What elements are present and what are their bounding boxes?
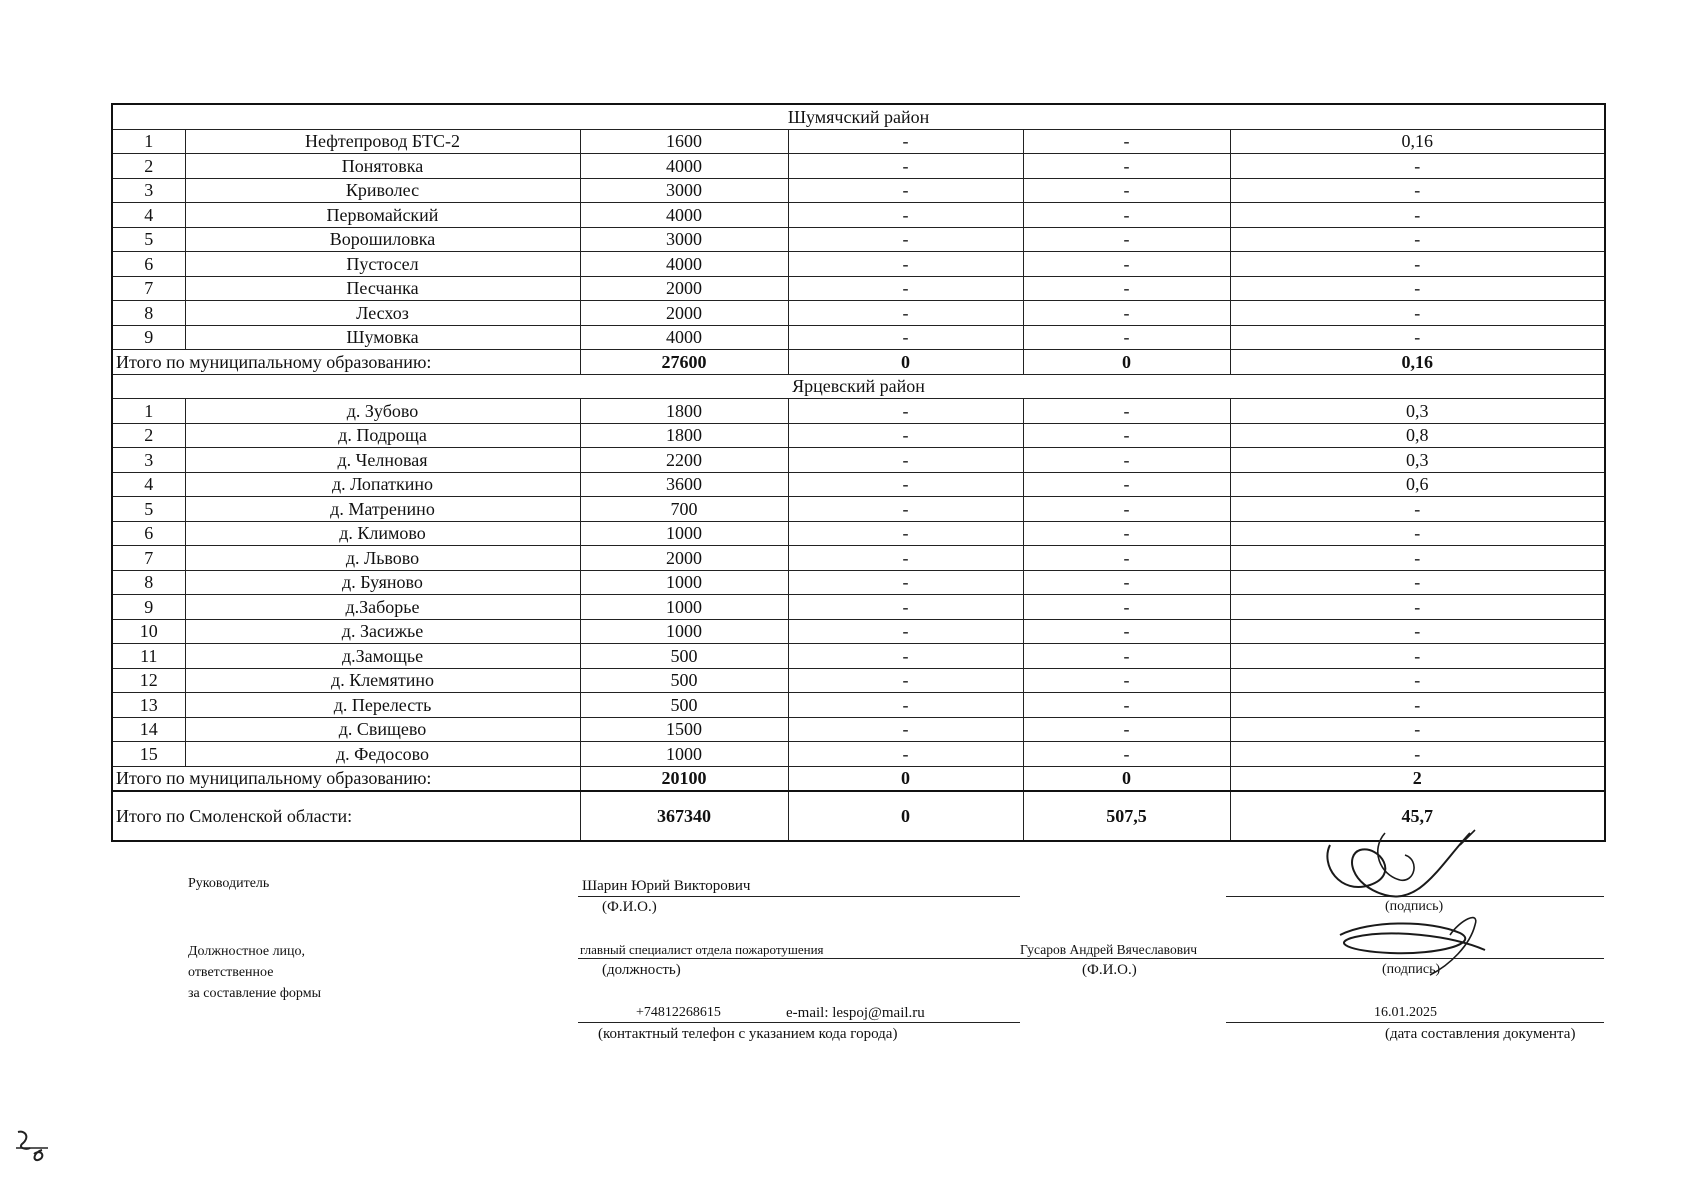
row-number: 3: [112, 178, 185, 203]
settlement-name: д. Перелесть: [185, 693, 580, 718]
table-row: [112, 668, 1605, 693]
column-5-value: -: [1230, 742, 1605, 767]
row-number: 4: [112, 472, 185, 497]
settlement-name: д. Лопаткино: [185, 472, 580, 497]
column-5-value: 0,3: [1230, 448, 1605, 473]
column-4-value: -: [1023, 570, 1230, 595]
table-row: [112, 203, 1605, 228]
total-area: 20100: [580, 766, 788, 791]
official-position-line: [578, 958, 1226, 959]
column-5-value: -: [1230, 276, 1605, 301]
column-3-value: -: [788, 472, 1023, 497]
table-row: [112, 619, 1605, 644]
column-4-value: -: [1023, 595, 1230, 620]
column-4-value: -: [1023, 301, 1230, 326]
row-number: 7: [112, 546, 185, 571]
settlement-name: Первомайский: [185, 203, 580, 228]
head-label: Руководитель: [188, 876, 270, 891]
column-5-value: 0,3: [1230, 399, 1605, 424]
column-3-value: -: [788, 276, 1023, 301]
settlement-name: Лесхоз: [185, 301, 580, 326]
settlement-name: Пустосел: [185, 252, 580, 277]
settlement-name: д. Львово: [185, 546, 580, 571]
column-4-value: -: [1023, 693, 1230, 718]
row-number: 12: [112, 668, 185, 693]
row-number: 2: [112, 423, 185, 448]
settlement-name: д. Зубово: [185, 399, 580, 424]
district-name: Ярцевский район: [112, 374, 1605, 399]
area-value: 1800: [580, 423, 788, 448]
date-caption: (дата составления документа): [1385, 1026, 1576, 1042]
total-column-3: 0: [788, 350, 1023, 375]
area-value: 1000: [580, 595, 788, 620]
row-number: 1: [112, 129, 185, 154]
settlement-name: Ворошиловка: [185, 227, 580, 252]
settlement-name: д. Клемятино: [185, 668, 580, 693]
total-label: Итого по муниципальному образованию:: [112, 350, 580, 375]
area-value: 2000: [580, 276, 788, 301]
column-3-value: -: [788, 178, 1023, 203]
row-number: 1: [112, 399, 185, 424]
total-label: Итого по муниципальному образованию:: [112, 766, 580, 791]
table-row: [112, 546, 1605, 571]
table-row: [112, 399, 1605, 424]
table-row: [112, 570, 1605, 595]
column-4-value: -: [1023, 644, 1230, 669]
row-number: 9: [112, 325, 185, 350]
region-total-label: Итого по Смоленской области:: [112, 791, 580, 841]
row-number: 8: [112, 570, 185, 595]
settlement-name: д.Замощье: [185, 644, 580, 669]
total-column-5: 0,16: [1230, 350, 1605, 375]
row-number: 3: [112, 448, 185, 473]
column-5-value: -: [1230, 178, 1605, 203]
table-row: [112, 129, 1605, 154]
official-label-line1: Должностное лицо,: [188, 944, 306, 959]
column-5-value: -: [1230, 325, 1605, 350]
column-5-value: -: [1230, 521, 1605, 546]
table-row: [112, 325, 1605, 350]
area-value: 1800: [580, 399, 788, 424]
area-value: 1000: [580, 521, 788, 546]
column-3-value: -: [788, 227, 1023, 252]
column-5-value: -: [1230, 570, 1605, 595]
area-value: 2000: [580, 301, 788, 326]
district-header-row: [112, 104, 1605, 129]
column-4-value: -: [1023, 546, 1230, 571]
total-column-5: 2: [1230, 766, 1605, 791]
column-4-value: -: [1023, 619, 1230, 644]
area-value: 1000: [580, 619, 788, 644]
settlement-name: Песчанка: [185, 276, 580, 301]
official-name: Гусаров Андрей Вячеславович: [1020, 942, 1198, 957]
row-number: 5: [112, 227, 185, 252]
table-row: [112, 154, 1605, 179]
column-5-value: 0,6: [1230, 472, 1605, 497]
row-number: 13: [112, 693, 185, 718]
region-total-column-4: 507,5: [1023, 791, 1230, 841]
settlement-name: д. Матренино: [185, 497, 580, 522]
total-column-4: 0: [1023, 766, 1230, 791]
column-4-value: -: [1023, 717, 1230, 742]
column-3-value: -: [788, 129, 1023, 154]
area-value: 3000: [580, 178, 788, 203]
column-5-value: -: [1230, 644, 1605, 669]
table-row: [112, 497, 1605, 522]
column-4-value: -: [1023, 423, 1230, 448]
column-3-value: -: [788, 546, 1023, 571]
official-position: главный специалист отдела пожаротушения: [580, 942, 824, 957]
settlement-name: Нефтепровод БТС-2: [185, 129, 580, 154]
column-4-value: -: [1023, 448, 1230, 473]
settlement-name: д. Засижье: [185, 619, 580, 644]
column-5-value: -: [1230, 668, 1605, 693]
region-total-area: 367340: [580, 791, 788, 841]
area-value: 2000: [580, 546, 788, 571]
table-row: [112, 227, 1605, 252]
table-row: [112, 693, 1605, 718]
total-column-4: 0: [1023, 350, 1230, 375]
column-4-value: -: [1023, 668, 1230, 693]
column-4-value: -: [1023, 227, 1230, 252]
official-fio-caption: (Ф.И.О.): [1082, 962, 1137, 978]
contact-caption: (контактный телефон с указанием кода города): [598, 1026, 898, 1042]
column-4-value: -: [1023, 252, 1230, 277]
head-name-line: [578, 896, 1020, 897]
row-number: 8: [112, 301, 185, 326]
column-3-value: -: [788, 497, 1023, 522]
column-3-value: -: [788, 154, 1023, 179]
column-3-value: -: [788, 301, 1023, 326]
total-column-3: 0: [788, 766, 1023, 791]
area-value: 700: [580, 497, 788, 522]
row-number: 10: [112, 619, 185, 644]
column-4-value: -: [1023, 399, 1230, 424]
area-value: 4000: [580, 325, 788, 350]
area-value: 4000: [580, 203, 788, 228]
table-row: [112, 472, 1605, 497]
column-4-value: -: [1023, 276, 1230, 301]
document-date: 16.01.2025: [1374, 1005, 1437, 1020]
area-value: 4000: [580, 154, 788, 179]
table-row: [112, 595, 1605, 620]
table-row: [112, 644, 1605, 669]
handwritten-signature: [1310, 825, 1500, 985]
head-signature-caption: (подпись): [1385, 899, 1444, 914]
column-3-value: -: [788, 619, 1023, 644]
settlement-name: д. Климово: [185, 521, 580, 546]
contact-line: [578, 1022, 1020, 1023]
area-value: 500: [580, 668, 788, 693]
column-5-value: -: [1230, 154, 1605, 179]
column-5-value: -: [1230, 717, 1605, 742]
column-5-value: -: [1230, 227, 1605, 252]
column-5-value: -: [1230, 595, 1605, 620]
column-3-value: -: [788, 644, 1023, 669]
settlement-name: Понятовка: [185, 154, 580, 179]
table-row: [112, 178, 1605, 203]
column-5-value: -: [1230, 546, 1605, 571]
column-4-value: -: [1023, 742, 1230, 767]
area-value: 3600: [580, 472, 788, 497]
column-5-value: -: [1230, 497, 1605, 522]
area-value: 1000: [580, 570, 788, 595]
settlement-name: д. Буяново: [185, 570, 580, 595]
settlement-name: Криволес: [185, 178, 580, 203]
settlement-name: д. Федосово: [185, 742, 580, 767]
area-value: 1500: [580, 717, 788, 742]
table-row: [112, 276, 1605, 301]
column-3-value: -: [788, 203, 1023, 228]
table-row: [112, 448, 1605, 473]
table-row: [112, 521, 1605, 546]
column-3-value: -: [788, 325, 1023, 350]
column-3-value: -: [788, 595, 1023, 620]
region-total-column-5: 45,7: [1230, 791, 1605, 841]
column-3-value: -: [788, 570, 1023, 595]
column-5-value: -: [1230, 252, 1605, 277]
column-5-value: -: [1230, 619, 1605, 644]
region-total-column-3: 0: [788, 791, 1023, 841]
row-number: 4: [112, 203, 185, 228]
table-row: [112, 252, 1605, 277]
row-number: 7: [112, 276, 185, 301]
column-5-value: -: [1230, 301, 1605, 326]
column-4-value: -: [1023, 203, 1230, 228]
column-4-value: -: [1023, 472, 1230, 497]
row-number: 2: [112, 154, 185, 179]
handwritten-page-number: [12, 1128, 52, 1164]
column-4-value: -: [1023, 521, 1230, 546]
column-3-value: -: [788, 668, 1023, 693]
column-4-value: -: [1023, 325, 1230, 350]
fire-statistics-table: [111, 103, 1606, 842]
official-label-line3: за составление формы: [188, 986, 321, 1001]
settlement-name: д. Челновая: [185, 448, 580, 473]
column-5-value: 0,8: [1230, 423, 1605, 448]
head-fio-caption: (Ф.И.О.): [602, 899, 657, 915]
column-4-value: -: [1023, 129, 1230, 154]
area-value: 500: [580, 644, 788, 669]
column-3-value: -: [788, 399, 1023, 424]
total-area: 27600: [580, 350, 788, 375]
column-3-value: -: [788, 252, 1023, 277]
table-row: [112, 742, 1605, 767]
municipal-total-row: [112, 766, 1605, 791]
area-value: 2200: [580, 448, 788, 473]
contact-email: e-mail: lespoj@mail.ru: [786, 1005, 925, 1021]
district-header-row: [112, 374, 1605, 399]
table-row: [112, 301, 1605, 326]
district-name: Шумячский район: [112, 104, 1605, 129]
column-3-value: -: [788, 717, 1023, 742]
official-label-line2: ответственное: [188, 965, 274, 980]
settlement-name: д. Свищево: [185, 717, 580, 742]
column-5-value: -: [1230, 693, 1605, 718]
row-number: 11: [112, 644, 185, 669]
table-row: [112, 423, 1605, 448]
column-3-value: -: [788, 742, 1023, 767]
settlement-name: д. Подроща: [185, 423, 580, 448]
date-line: [1226, 1022, 1604, 1023]
column-3-value: -: [788, 693, 1023, 718]
row-number: 5: [112, 497, 185, 522]
column-4-value: -: [1023, 178, 1230, 203]
position-caption: (должность): [602, 962, 681, 978]
row-number: 6: [112, 521, 185, 546]
settlement-name: д.Заборье: [185, 595, 580, 620]
column-3-value: -: [788, 423, 1023, 448]
contact-phone: +74812268615: [636, 1005, 721, 1020]
settlement-name: Шумовка: [185, 325, 580, 350]
column-4-value: -: [1023, 497, 1230, 522]
area-value: 1000: [580, 742, 788, 767]
area-value: 1600: [580, 129, 788, 154]
column-5-value: -: [1230, 203, 1605, 228]
head-name: Шарин Юрий Викторович: [582, 878, 751, 894]
row-number: 15: [112, 742, 185, 767]
area-value: 4000: [580, 252, 788, 277]
table-row: [112, 717, 1605, 742]
municipal-total-row: [112, 350, 1605, 375]
row-number: 6: [112, 252, 185, 277]
column-5-value: 0,16: [1230, 129, 1605, 154]
row-number: 9: [112, 595, 185, 620]
area-value: 3000: [580, 227, 788, 252]
column-3-value: -: [788, 448, 1023, 473]
column-4-value: -: [1023, 154, 1230, 179]
area-value: 500: [580, 693, 788, 718]
column-3-value: -: [788, 521, 1023, 546]
official-signature-caption: (подпись): [1382, 962, 1441, 977]
row-number: 14: [112, 717, 185, 742]
